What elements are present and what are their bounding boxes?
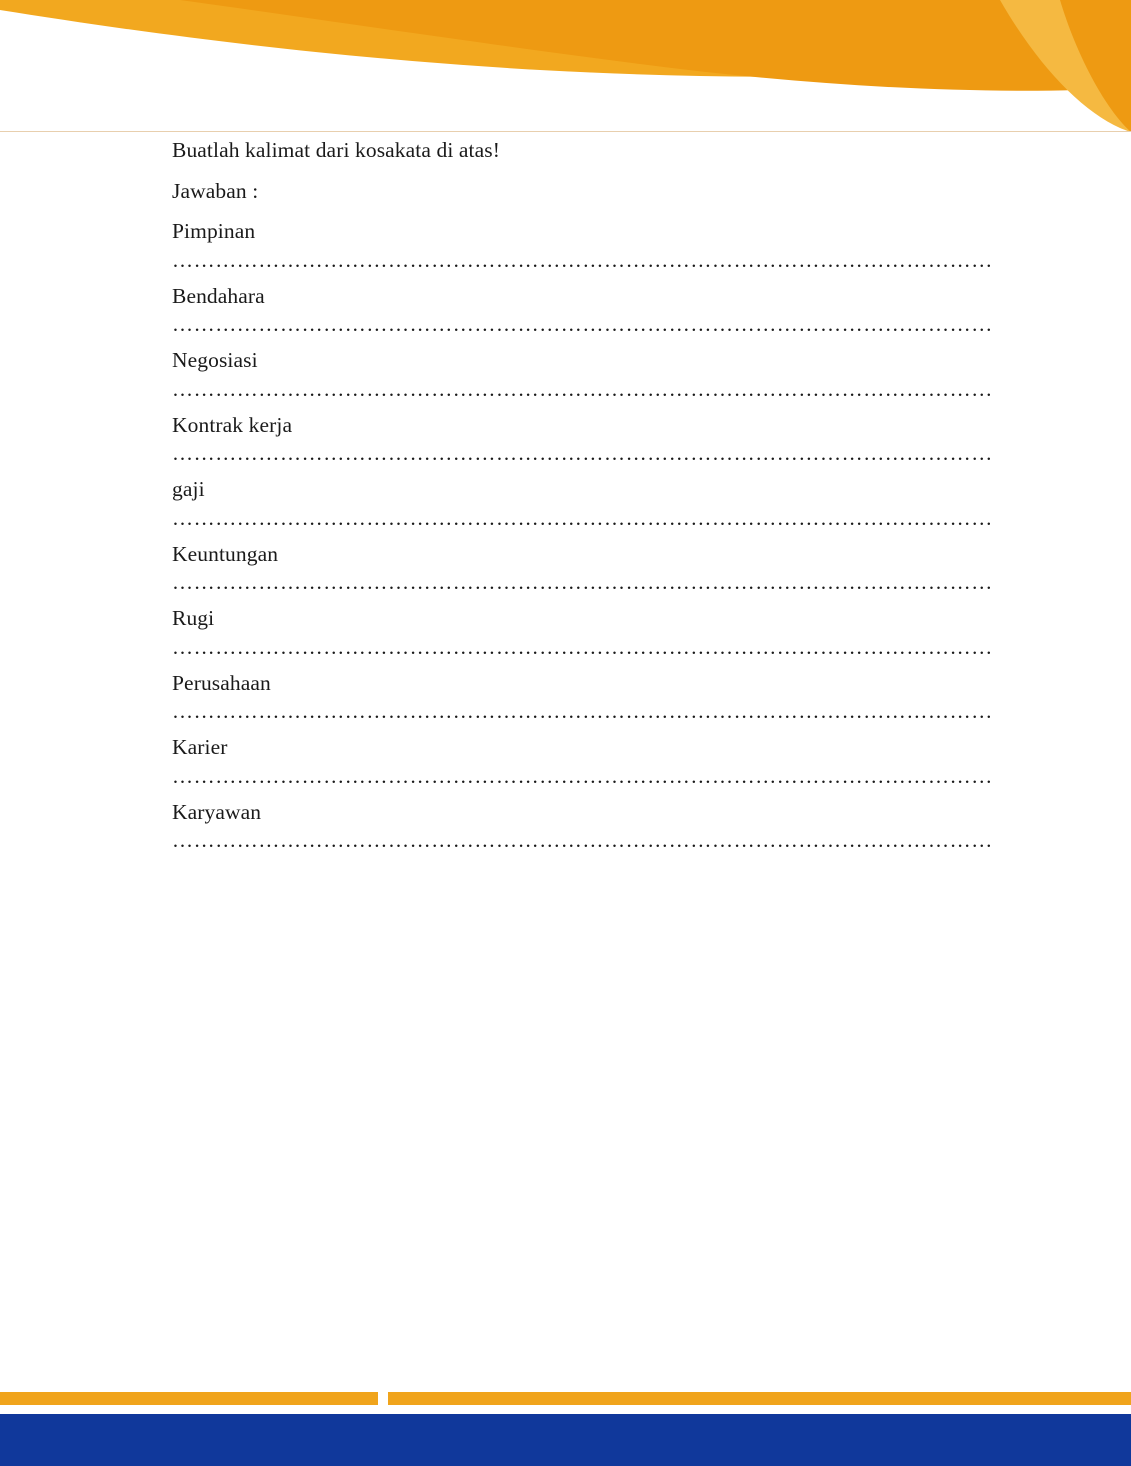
answer-entry bbox=[172, 799, 1001, 852]
vocab-word: Rugi bbox=[172, 606, 215, 630]
answer-entry bbox=[172, 221, 1001, 271]
answer-line[interactable]: …………………………………………………………………………………………………… bbox=[172, 249, 993, 271]
answer-line[interactable]: …………………………………………………………………………………………………… bbox=[172, 507, 993, 529]
footer-blue-bar bbox=[0, 1414, 1131, 1466]
answer-line[interactable]: …………………………………………………………………………………………………… bbox=[172, 378, 993, 400]
vocab-word: Kontrak kerja bbox=[172, 412, 293, 437]
answer-entry bbox=[172, 412, 1001, 465]
footer-orange-gap bbox=[378, 1392, 388, 1405]
answer-entry bbox=[172, 737, 1001, 787]
answer-line[interactable]: …………………………………………………………………………………………………… bbox=[172, 636, 993, 658]
footer-decoration bbox=[0, 1392, 1131, 1466]
instruction-text: Buatlah kalimat dari kosakata di atas! bbox=[172, 138, 500, 162]
vocab-word: Bendahara bbox=[172, 283, 265, 308]
answer-line[interactable]: …………………………………………………………………………………………………… bbox=[172, 314, 993, 335]
answer-entry bbox=[172, 283, 1001, 336]
vocab-word: Pimpinan bbox=[172, 219, 256, 243]
answer-entry bbox=[172, 479, 1001, 529]
vocab-word: Keuntungan bbox=[172, 541, 279, 566]
vocab-word: Negosiasi bbox=[172, 348, 258, 372]
answer-entry bbox=[172, 541, 1001, 594]
vocab-word: Karier bbox=[172, 735, 228, 759]
answer-line[interactable]: …………………………………………………………………………………………………… bbox=[172, 443, 993, 464]
answer-entry bbox=[172, 350, 1001, 400]
answer-line[interactable]: …………………………………………………………………………………………………… bbox=[172, 830, 993, 851]
answer-line[interactable]: …………………………………………………………………………………………………… bbox=[172, 765, 993, 787]
answer-entry bbox=[172, 670, 1001, 723]
answer-line[interactable]: …………………………………………………………………………………………………… bbox=[172, 701, 993, 722]
vocab-word: Perusahaan bbox=[172, 670, 271, 695]
footer-spacer bbox=[0, 1405, 1131, 1414]
vocab-word: Karyawan bbox=[172, 799, 262, 824]
footer-orange-bar bbox=[0, 1392, 1131, 1405]
answer-label: Jawaban : bbox=[172, 178, 259, 203]
answer-line[interactable]: …………………………………………………………………………………………………… bbox=[172, 572, 993, 593]
page-content bbox=[0, 132, 1131, 1382]
vocab-word: gaji bbox=[172, 477, 205, 501]
header-decoration bbox=[0, 0, 1131, 132]
answer-entry bbox=[172, 608, 1001, 658]
